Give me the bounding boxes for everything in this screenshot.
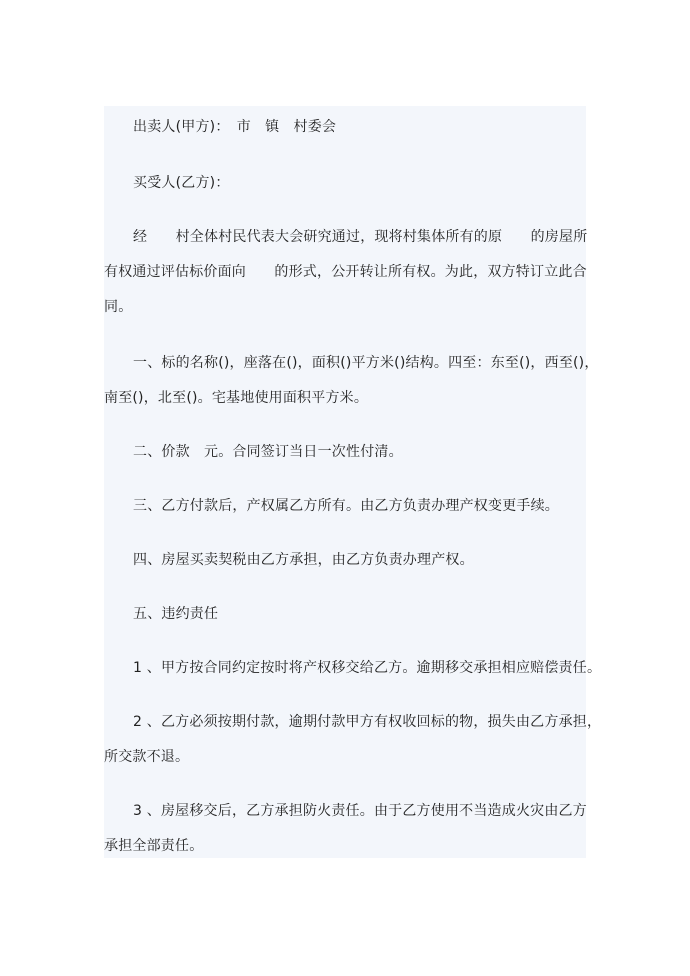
clause-4-line: 四、房屋买卖契税由乙方承担，由乙方负责办理产权。 [133,552,474,568]
preamble-line-3: 同。 [104,299,133,315]
buyer-line: 买受人(乙方)： [133,175,230,191]
clause-1-line-2: 南至()，北至()。宅基地使用面积平方米。 [104,390,369,406]
clause-1-line-1: 一、标的名称()，座落在()，面积()平方米()结构。四至：东至()，西至()， [133,355,599,371]
seller-line: 出卖人(甲方)： 市 镇 村委会 [133,119,337,135]
clause-5-1-line: 1 、甲方按合同约定按时将产权移交给乙方。逾期移交承担相应赔偿责任。 [133,660,602,676]
clause-2-line: 二、价款 元。合同签订当日一次性付清。 [133,444,403,460]
clause-5-heading: 五、违约责任 [133,606,219,622]
preamble-line-2: 有权通过评估标价面向 的形式，公开转让所有权。为此，双方特订立此合 [104,264,587,280]
clause-5-3-line-1: 3 、房屋移交后，乙方承担防火责任。由于乙方使用不当造成火灾由乙方 [133,803,587,819]
clause-5-2-line-2: 所交款不退。 [104,749,190,765]
clause-5-3-line-2: 承担全部责任。 [104,838,204,854]
clause-5-2-line-1: 2 、乙方必须按期付款，逾期付款甲方有权收回标的物，损失由乙方承担， [133,714,602,730]
clause-3-line: 三、乙方付款后，产权属乙方所有。由乙方负责办理产权变更手续。 [133,498,559,514]
document-content-block [104,106,602,858]
preamble-line-1: 经 村全体村民代表大会研究通过，现将村集体所有的原 的房屋所 [133,229,588,245]
